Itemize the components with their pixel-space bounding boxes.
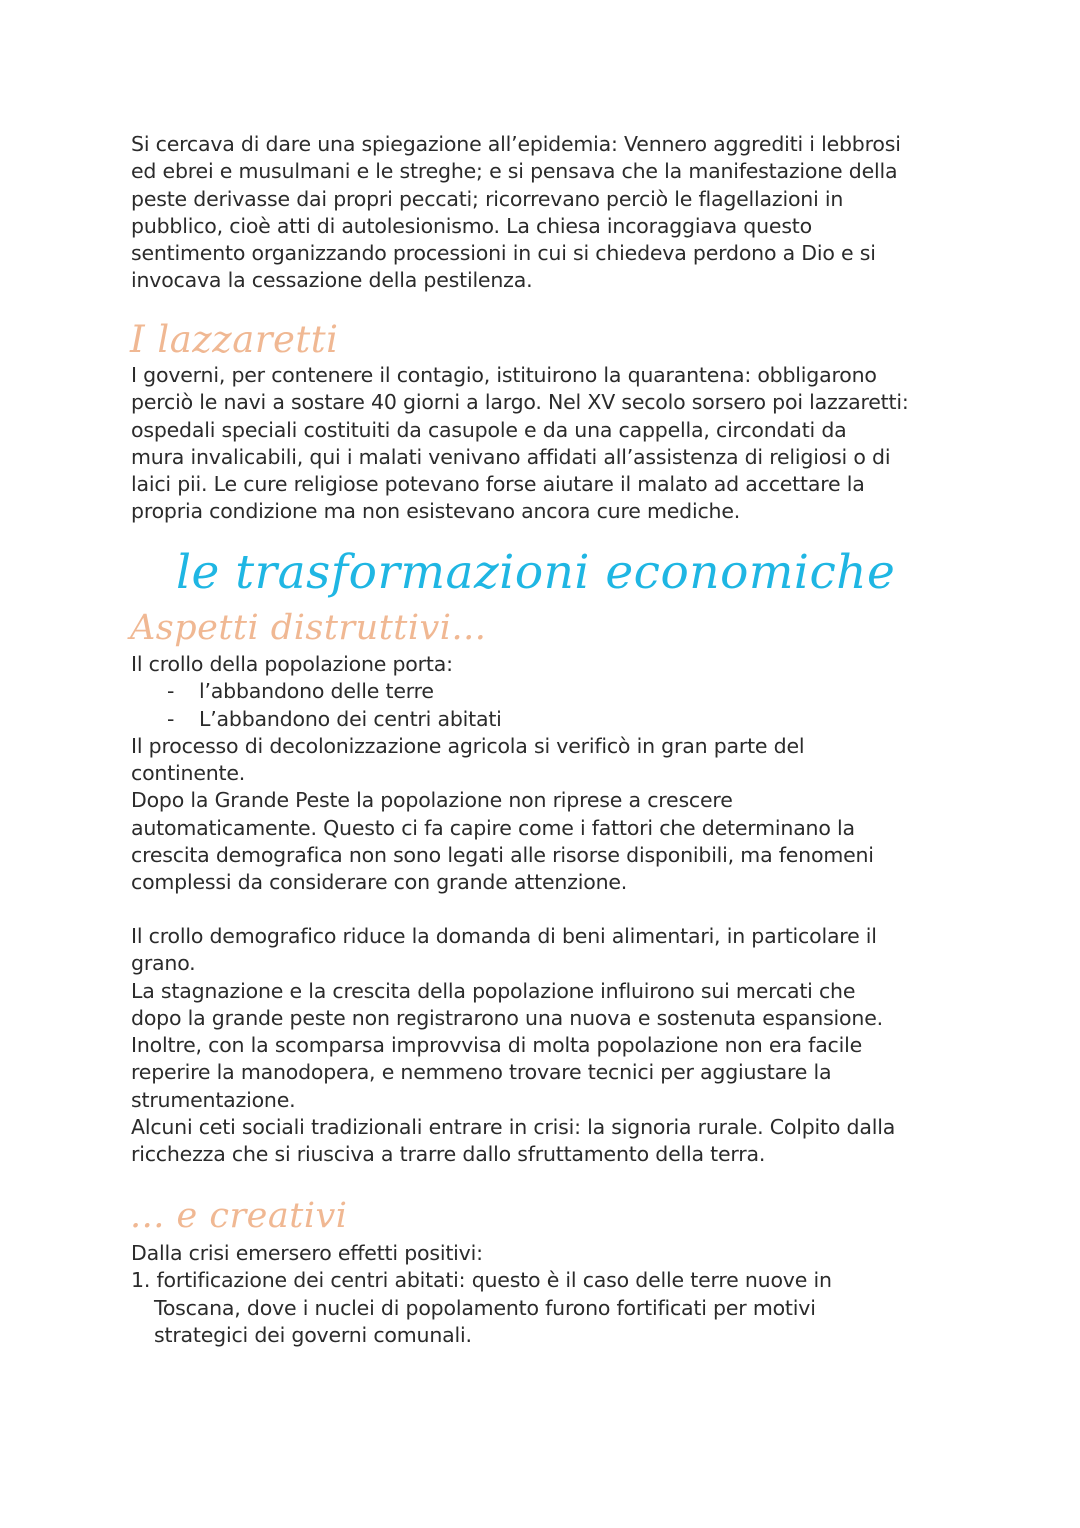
intro-paragraph xyxy=(131,131,961,295)
text-line: Toscana, dove i nuclei di popolamento furono fortificati per motivi xyxy=(154,1295,816,1320)
section-heading-lazzaretti: I lazzaretti xyxy=(130,318,339,361)
text-line: complessi da considerare con grande attenzione. xyxy=(131,870,628,895)
list-item xyxy=(131,706,961,733)
text-line: Il crollo demografico riduce la domanda di beni alimentari, in particolare il xyxy=(131,924,877,948)
text-line: laici pii. Le cure religiose potevano forse aiutare il malato ad accettare la xyxy=(131,472,865,497)
section-heading-distruttivi: Aspetti distruttivi... xyxy=(130,608,487,648)
text-line: continente. xyxy=(131,761,246,786)
text-line: propria condizione ma non esistevano ancora cure mediche. xyxy=(131,499,741,524)
text-line: Inoltre, con la scomparsa improvvisa di molta popolazione non era facile xyxy=(131,1033,863,1058)
text-line: ed ebrei e musulmani e le streghe; e si pensava che la manifestazione della xyxy=(131,159,898,184)
page-title: le trasformazioni economiche xyxy=(176,545,896,600)
item-text: fortificazione dei centri abitati: questo è il caso delle terre nuove in xyxy=(156,1268,832,1293)
text-line: grano. xyxy=(131,951,196,976)
text-line: I governi, per contenere il contagio, istituirono la quarantena: obbligarono xyxy=(131,363,877,387)
list-item-text: l’abbandono delle terre xyxy=(199,679,434,704)
text-line: sentimento organizzando processioni in cui si chiedeva perdono a Dio e si xyxy=(131,241,876,266)
text-line: Si cercava di dare una spiegazione all’epidemia: Vennero aggrediti i lebbrosi xyxy=(131,132,901,156)
creativi-section xyxy=(131,1240,961,1349)
section-heading-creativi: ... e creativi xyxy=(130,1196,348,1236)
text-line: mura invalicabili, qui i malati venivano affidati all’assistenza di religiosi o di xyxy=(131,444,891,469)
distruttivi-paragraph-2 xyxy=(131,923,961,1169)
text-line: crescita demografica non sono legati alle risorse disponibili, ma fenomeni xyxy=(131,843,874,868)
distruttivi-section xyxy=(131,651,961,897)
text-line: Dopo la Grande Peste la popolazione non riprese a crescere xyxy=(131,788,733,813)
bullet-dash-icon: - xyxy=(167,679,175,704)
list-lead: Il crollo della popolazione porta: xyxy=(131,652,453,676)
text-line: strumentazione. xyxy=(131,1087,296,1112)
text-line: Il processo di decolonizzazione agricola si verificò in gran parte del xyxy=(131,733,805,758)
text-line: peste derivasse dai propri peccati; ricorrevano perciò le flagellazioni in xyxy=(131,186,844,211)
text-line: Alcuni ceti sociali tradizionali entrare in crisi: la signoria rurale. Colpito dalla xyxy=(131,1115,896,1140)
numbered-item xyxy=(131,1267,961,1294)
list-lead: Dalla crisi emersero effetti positivi: xyxy=(131,1241,483,1265)
text-line: reperire la manodopera, e nemmeno trovare tecnici per aggiustare la xyxy=(131,1060,832,1085)
item-number: 1. xyxy=(131,1268,151,1293)
list-item xyxy=(131,678,961,705)
text-line: dopo la grande peste non registrarono una nuova e sostenuta espansione. xyxy=(131,1005,883,1030)
list-item-text: L’abbandono dei centri abitati xyxy=(199,706,502,731)
text-line: pubblico, cioè atti di autolesionismo. La chiesa incoraggiava questo xyxy=(131,213,812,238)
text-line: ospedali speciali costituiti da casupole e da una cappella, circondati da xyxy=(131,417,847,442)
text-line: automaticamente. Questo ci fa capire come i fattori che determinano la xyxy=(131,815,855,840)
lazzaretti-paragraph xyxy=(131,362,961,526)
text-line: invocava la cessazione della pestilenza. xyxy=(131,268,533,293)
text-line: La stagnazione e la crescita della popolazione influirono sui mercati che xyxy=(131,978,856,1003)
text-line: strategici dei governi comunali. xyxy=(154,1322,472,1347)
bullet-dash-icon: - xyxy=(167,706,175,731)
text-line: ricchezza che si riusciva a trarre dallo sfruttamento della terra. xyxy=(131,1142,766,1167)
text-line: perciò le navi a sostare 40 giorni a largo. Nel XV secolo sorsero poi lazzaretti: xyxy=(131,390,909,415)
